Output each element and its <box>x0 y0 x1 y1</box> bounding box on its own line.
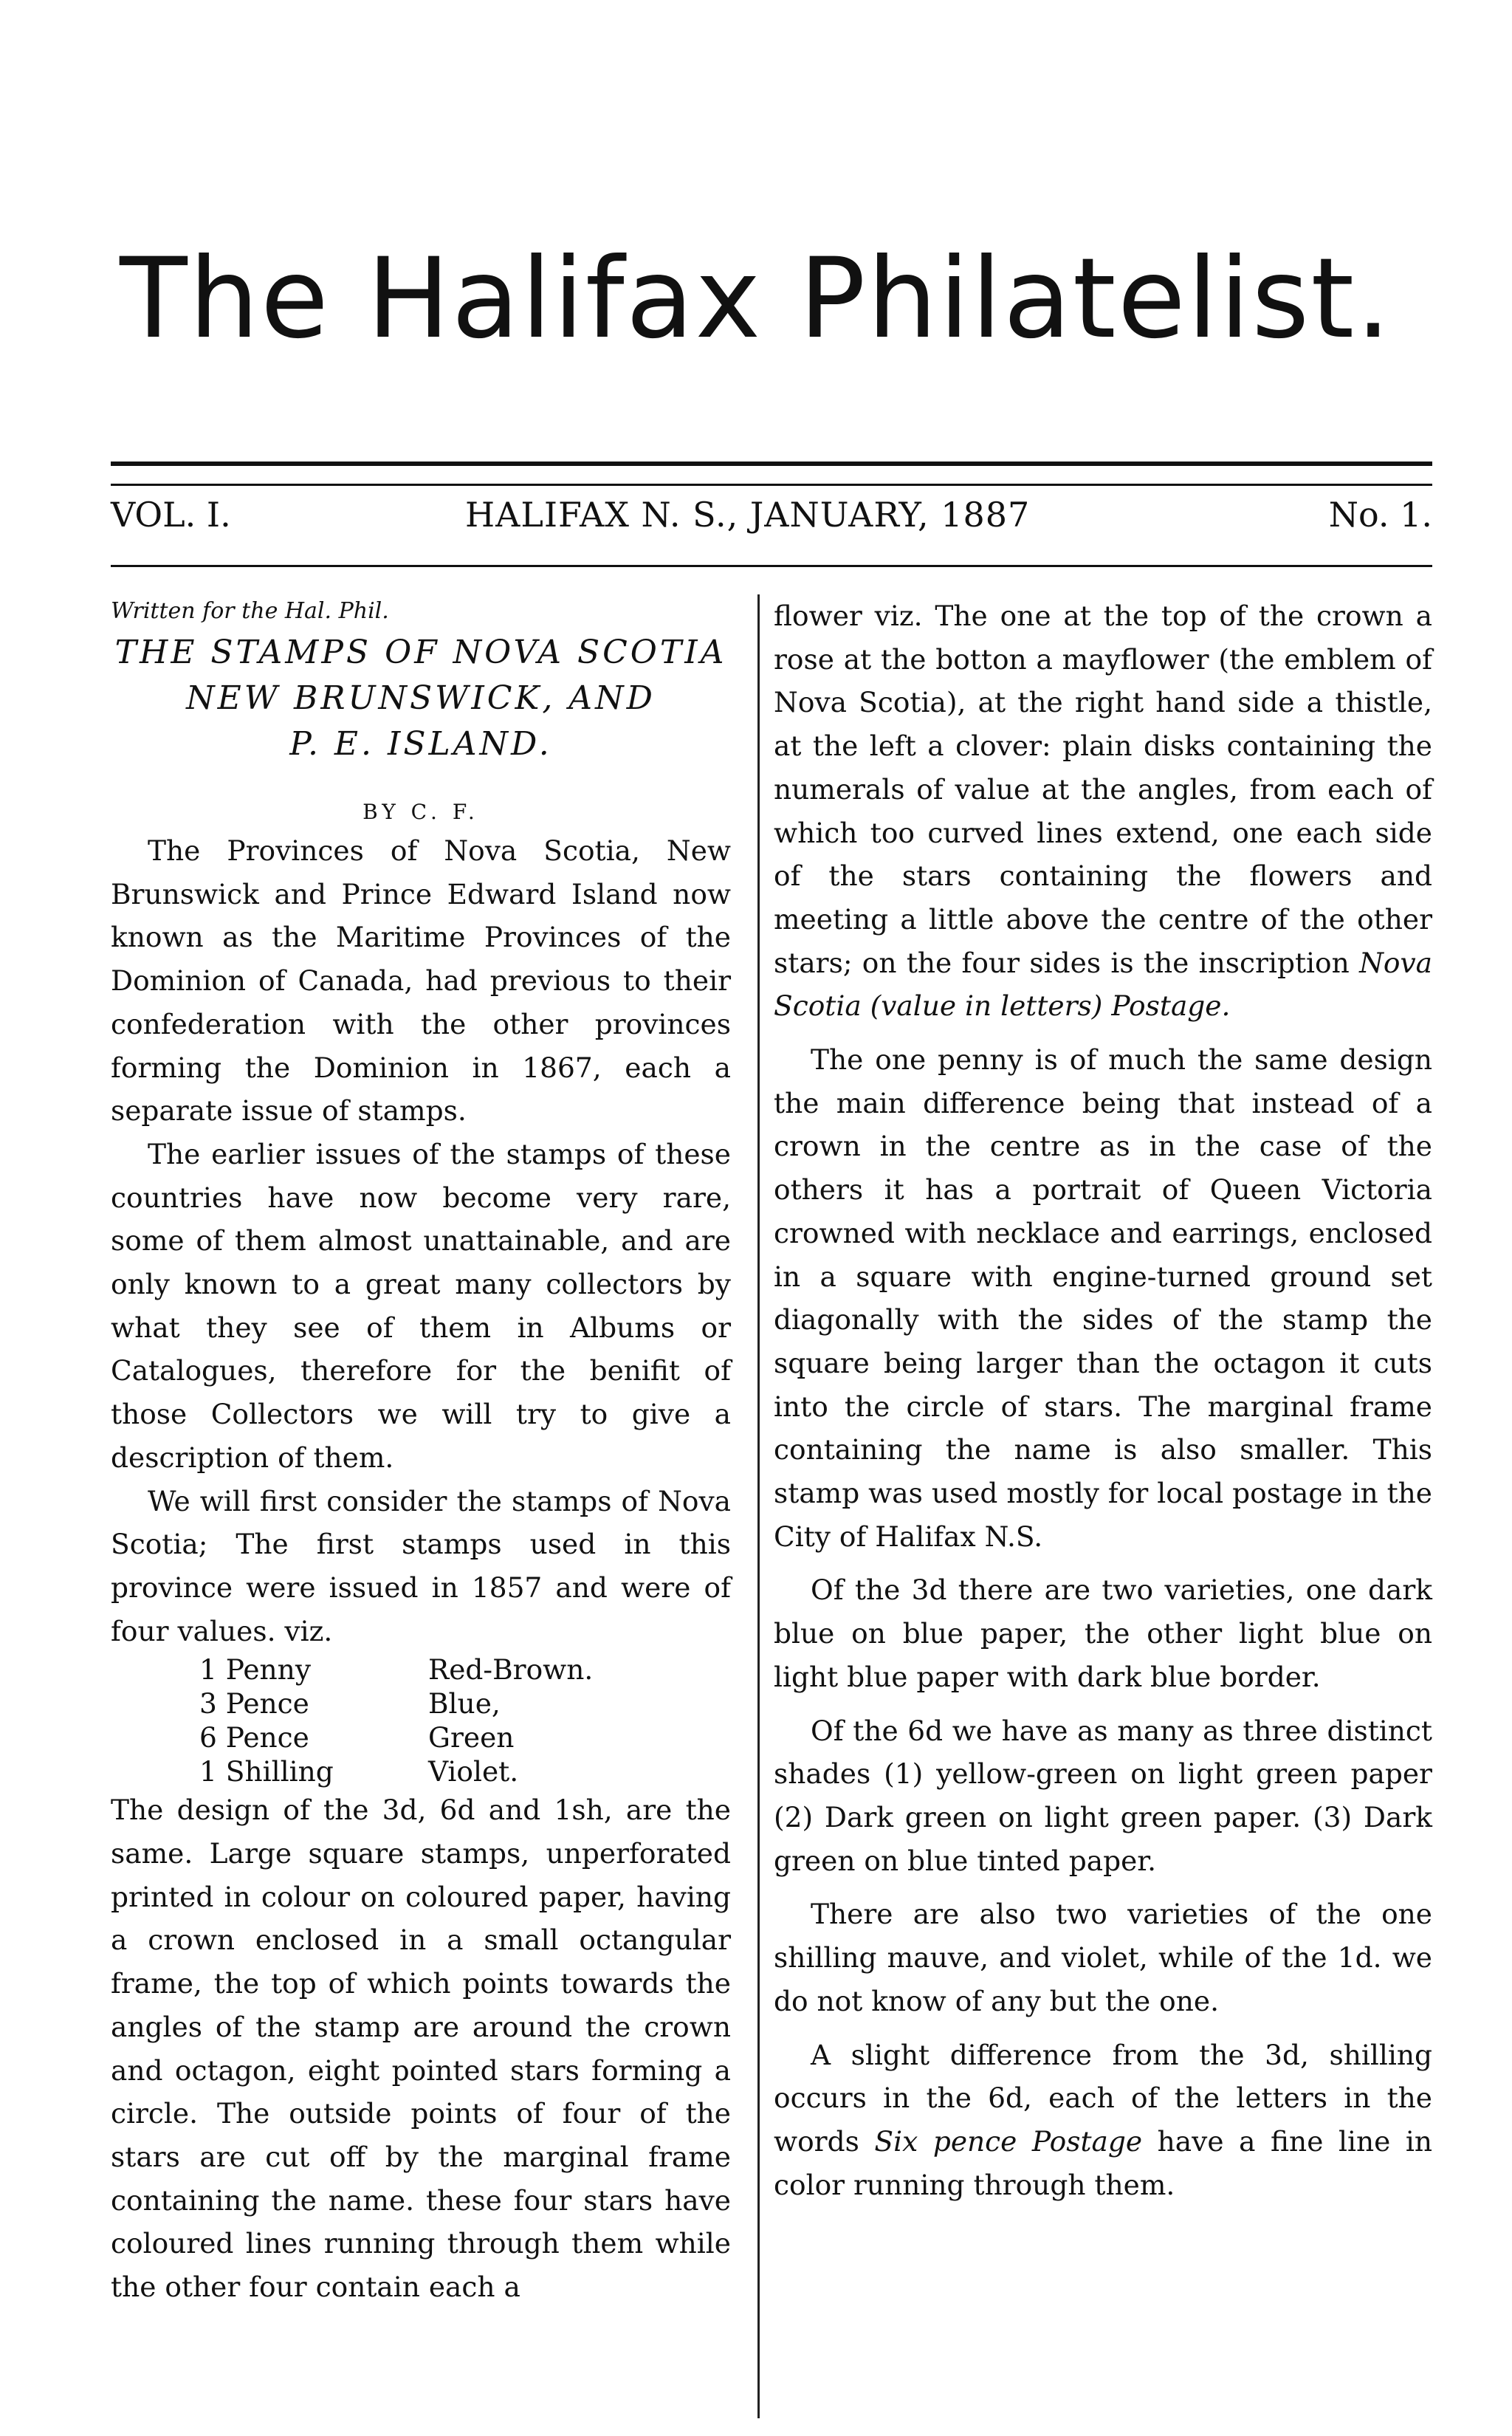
stamp-color: Red-Brown. <box>428 1653 594 1687</box>
column-divider <box>757 594 760 2418</box>
stamp-color: Violet. <box>428 1755 519 1788</box>
stamp-color: Green <box>428 1721 515 1754</box>
paragraph-text: flower viz. The one at the top of the crown a rose at the botton a mayflower (the emblem of Nova Scotia), at the right hand side a thistle, at the left a clover: plain disks containing the numerals of value at the angles, from each of which too curved lines extend, one each side of the stars containing the flowers and meeting a little above the centre of the other stars; on the four sides is the inscription <box>774 600 1432 979</box>
denomination: 1 Penny <box>199 1653 312 1687</box>
paragraph: The design of the 3d, 6d and 1sh, are the same. Large square stamps, unperforated printed in colour on coloured paper, having a crown enclosed in a small octangular frame, the top of which points towards the angles of the stamp are around the crown and octagon, eight pointed stars forming a circle. The outside points of four of the stars are cut off by the marginal frame containing the name. these four stars have coloured lines running through them while the other four contain each a <box>111 1794 731 2304</box>
paragraph: The earlier issues of the stamps of these countries have now become very rare, some of them almost unattainable, and are only known to a great many collectors by what they see of them in Albums or Catalogues, therefore for the benifit of those Collectors we will try to give a description of them. <box>111 1137 731 1474</box>
paragraph-text: have a fine line in color running through them. <box>774 2124 1432 2201</box>
paragraph <box>774 2034 1432 2207</box>
article-title <box>111 630 731 767</box>
article-credit: Written for the Hal. Phil. <box>111 598 389 624</box>
paragraph: We will first consider the stamps of Nova Scotia; The first stamps used in this province were issued in 1857 and were of four values. viz. <box>111 1484 731 1647</box>
inscription-italic: Nova Scotia (value in letters) Postage. <box>774 946 1432 1023</box>
left-column <box>111 594 731 2309</box>
paragraph: There are also two varieties of the one shilling mauve, and violet, while of the 1d. we do not know of any but the one. <box>774 1898 1432 2017</box>
issue-number: No. 1. <box>1328 495 1432 535</box>
issue-rule <box>111 565 1432 567</box>
article-title-line: THE STAMPS OF NOVA SCOTIA <box>114 634 727 671</box>
issue-line <box>111 495 1432 539</box>
article-title-line: NEW BRUNSWICK, AND <box>186 679 656 717</box>
table-row <box>199 1653 593 1687</box>
denomination: 1 Shilling <box>199 1755 334 1788</box>
inscription-italic: Six pence Postage <box>874 2124 1143 2158</box>
right-column <box>774 594 1432 2206</box>
masthead-rule-thin <box>111 484 1432 486</box>
paragraph: Of the 3d there are two varieties, one dark blue on blue paper, the other light blue on light blue paper with dark blue border. <box>774 1574 1432 1693</box>
volume-label: VOL. I. <box>111 495 231 535</box>
table-row <box>199 1720 593 1754</box>
table-row <box>199 1754 593 1788</box>
paragraph: The Provinces of Nova Scotia, New Brunswick and Prince Edward Island now known as the Maritime Provinces of the Dominion of Canada, had previous to their confederation with the other provinces forming the Dominion in 1867, each a separate issue of stamps. <box>111 834 731 1128</box>
paragraph: The one penny is of much the same design the main difference being that instead of a crown in the centre as in the case of the others it has a portrait of Queen Victoria crowned with necklace and earrings, enclosed in a square with engine-turned ground set diagonally with the sides of the stamp the square being larger than the octagon it cuts into the circle of stars. The marginal frame containing the name is also smaller. This stamp was used mostly for local postage in the City of Halifax N.S. <box>774 1043 1432 1553</box>
masthead-rule-thick <box>111 462 1432 466</box>
paragraph <box>774 594 1432 1028</box>
paragraph: Of the 6d we have as many as three distinct shades (1) yellow-green on light green paper (2) Dark green on light green paper. (3) Dark green on blue tinted paper. <box>774 1714 1432 1877</box>
table-row <box>199 1687 593 1720</box>
article-title-line: P. E. ISLAND. <box>289 725 552 763</box>
masthead-title: The Halifax Philatelist. <box>120 235 1392 363</box>
place-date: HALIFAX N. S., JANUARY, 1887 <box>465 495 1031 535</box>
denomination: 3 Pence <box>199 1687 309 1720</box>
paragraph-text: A slight difference from the 3d, shilling occurs in the 6d, each of the letters in the words <box>774 2038 1432 2158</box>
denomination: 6 Pence <box>199 1721 309 1754</box>
stamp-color: Blue, <box>428 1687 501 1720</box>
stamp-values-table <box>199 1653 593 1788</box>
article-byline: BY C. F. <box>362 800 479 824</box>
